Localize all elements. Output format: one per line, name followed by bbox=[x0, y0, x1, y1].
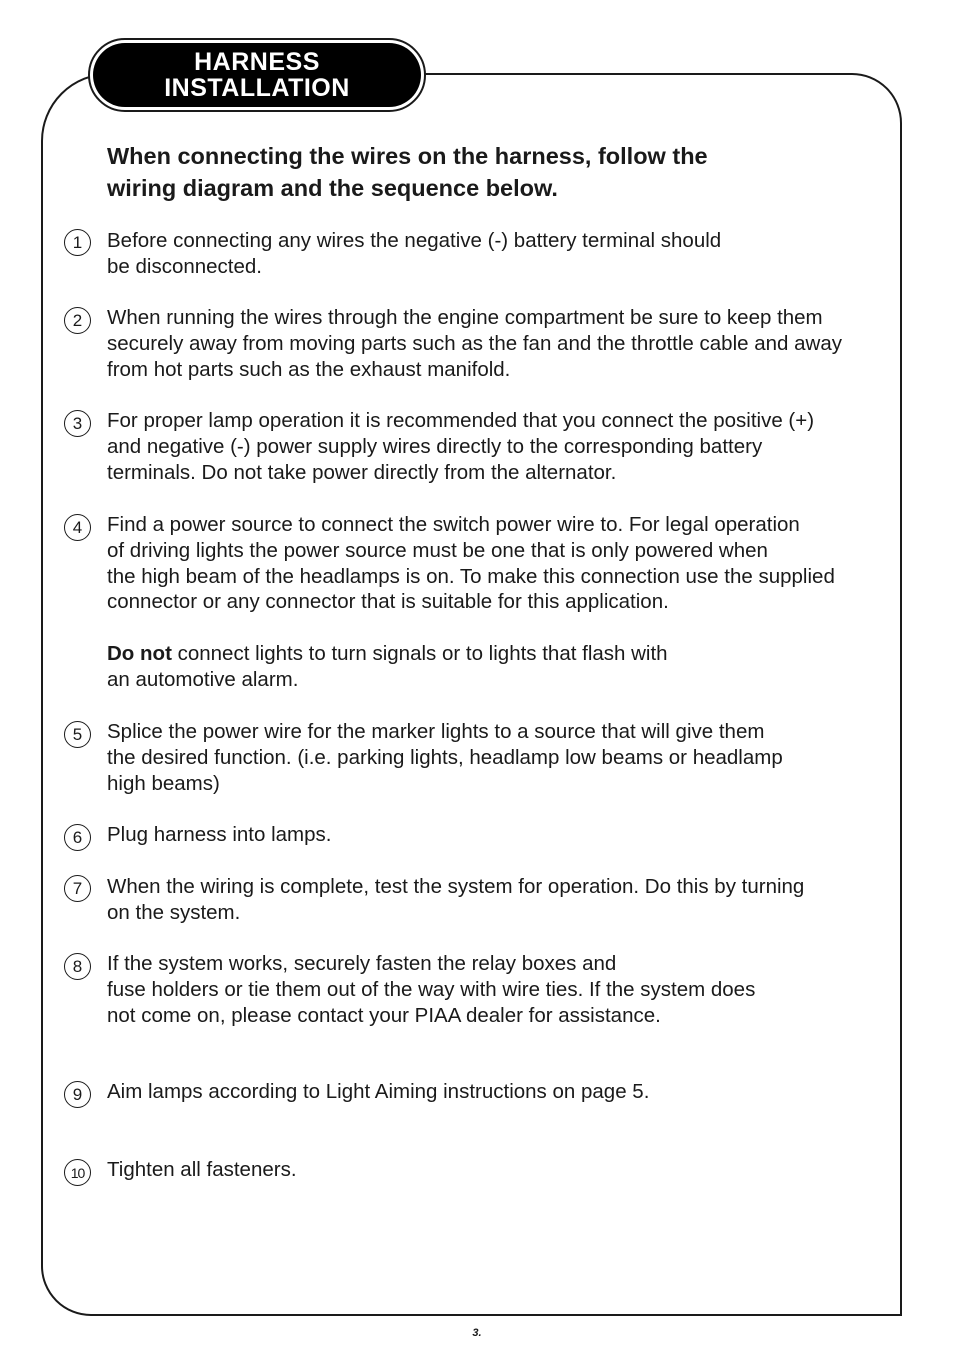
step-text-6: Plug harness into lamps. bbox=[107, 823, 332, 846]
step-text-4: Find a power source to connect the switch power wire to. For legal operation of driving lights the power source must be one that is only powered when the high beam of the headlamps is on. To make this connection use the supplied connector or any connector that is suitable for this application. bbox=[107, 513, 835, 614]
step-number-5: 5 bbox=[64, 721, 91, 748]
step-text-10: Tighten all fasteners. bbox=[107, 1158, 297, 1181]
step-text-1: Before connecting any wires the negative (-) battery terminal should be disconnected. bbox=[107, 229, 722, 278]
step-number-9: 9 bbox=[64, 1081, 91, 1108]
step-number-8: 8 bbox=[64, 953, 91, 980]
page-number: 3. bbox=[472, 1327, 482, 1339]
step-number-1: 1 bbox=[64, 229, 91, 256]
step-text-3: For proper lamp operation it is recommended that you connect the positive (+) and negative (-) power supply wires directly to the corresponding battery terminals. Do not take power directly from the alternator. bbox=[107, 409, 815, 484]
step-number-10: 10 bbox=[64, 1159, 91, 1186]
step-4-warning-note bbox=[107, 641, 897, 693]
warning-emphasis: Do not bbox=[107, 642, 172, 665]
step-number-3: 3 bbox=[64, 410, 91, 437]
step-number-2: 2 bbox=[64, 307, 91, 334]
step-text-2: When running the wires through the engine compartment be sure to keep them securely away from moving parts such as the fan and the throttle cable and away from hot parts such as the exhaust manifold. bbox=[107, 306, 842, 381]
step-number-6: 6 bbox=[64, 824, 91, 851]
step-text-9: Aim lamps according to Light Aiming instructions on page 5. bbox=[107, 1080, 650, 1103]
step-text-5: Splice the power wire for the marker lights to a source that will give them the desired function. (i.e. parking lights, headlamp low beams or headlamp high beams) bbox=[107, 720, 783, 795]
section-header-line2: INSTALLATION bbox=[164, 74, 350, 102]
step-text-7: When the wiring is complete, test the system for operation. Do this by turning on the system. bbox=[107, 875, 805, 924]
step-text-8: If the system works, securely fasten the relay boxes and fuse holders or tie them out of the way with wire ties. If the system does not come on, please contact your PIAA dealer for assistance. bbox=[107, 952, 756, 1027]
warning-text: connect lights to turn signals or to lights that flash with an automotive alarm. bbox=[107, 642, 668, 691]
section-header-line1: HARNESS bbox=[194, 48, 320, 76]
intro-heading: When connecting the wires on the harness, follow the wiring diagram and the sequence below. bbox=[107, 143, 708, 201]
step-number-7: 7 bbox=[64, 875, 91, 902]
step-number-4: 4 bbox=[64, 514, 91, 541]
section-header bbox=[93, 43, 421, 107]
